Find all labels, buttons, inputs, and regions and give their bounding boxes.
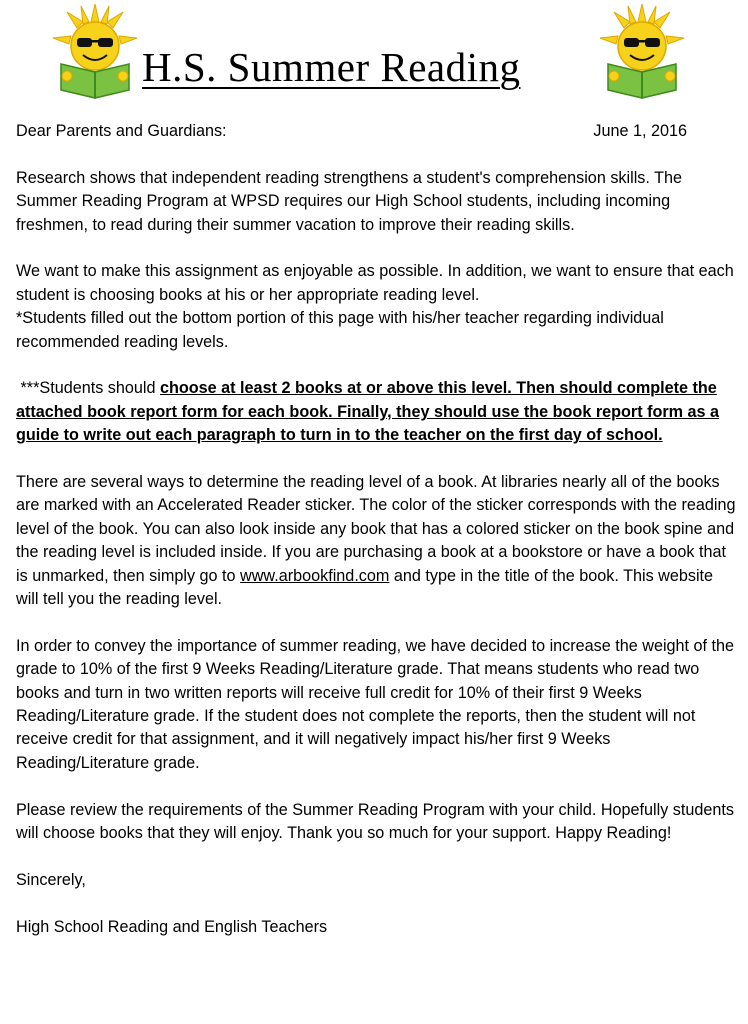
header	[0, 0, 748, 110]
paragraph-assignment	[16, 260, 740, 354]
sun-reading-icon	[592, 2, 692, 102]
paragraph-instructions	[16, 377, 740, 447]
salutation: Dear Parents and Guardians:	[16, 122, 227, 140]
reading-level-text-after: and type in the title of the book. This website will tell you the reading level.	[16, 566, 714, 609]
signature: High School Reading and English Teachers	[16, 917, 328, 936]
paragraph-research: Research shows that independent reading strengthens a student's comprehension skills. The Summer Reading Program at WPSD requires our High School students, including incoming freshmen, to read during their summer vacation to improve their reading skills.	[16, 168, 682, 234]
reading-level-text-before: There are several ways to determine the reading level of a book. At libraries nearly all of the books are marked with an Accelerated Reader sticker. The color of the sticker corresponds with the reading level of the book. You can also look inside any book that has a colored sticker on the book spine and the reading level is included inside. If you are purchasing a book at a bookstore or have a book that is unmarked, then simply go to	[16, 473, 736, 585]
closing: Sincerely,	[16, 870, 86, 889]
paragraph-assignment-note: *Students filled out the bottom portion of this page with his/her teacher regarding individual recommended reading levels.	[16, 309, 664, 351]
letter-body	[16, 120, 740, 962]
greeting-line	[16, 120, 740, 143]
paragraph-review: Please review the requirements of the Summer Reading Program with your child. Hopefully students will choose books that they will enjoy. Thank you so much for your support. Happy Reading!	[16, 800, 734, 843]
paragraph-grading: In order to convey the importance of summer reading, we have decided to increase the weight of the grade to 10% of the first 9 Weeks Reading/Literature grade. That means students who read two books and turn in two written reports will receive full credit for 10% of their first 9 Weeks Reading/Literature grade. If the student does not complete the reports, then the student will not receive credit for that assignment, and it will negatively impact his/her first 9 Weeks Reading/Literature grade.	[16, 636, 735, 772]
paragraph-reading-level	[16, 471, 740, 611]
instructions-emphasis: choose at least 2 books at or above this level. Then should complete the attached book report form for each book. Finally, they should use the book report form as a guide to write out each paragraph to turn in to the teacher on the first day of school.	[16, 379, 720, 445]
arbookfind-link[interactable]: www.arbookfind.com	[240, 566, 390, 585]
instructions-prefix: ***Students should	[16, 379, 160, 398]
paragraph-assignment-text: We want to make this assignment as enjoyable as possible. In addition, we want to ensure that each student is choosing books at his or her appropriate reading level.	[16, 262, 734, 304]
letter-date: June 1, 2016	[593, 122, 687, 140]
page-title: H.S. Summer Reading	[142, 44, 521, 90]
sun-reading-icon	[45, 2, 145, 102]
